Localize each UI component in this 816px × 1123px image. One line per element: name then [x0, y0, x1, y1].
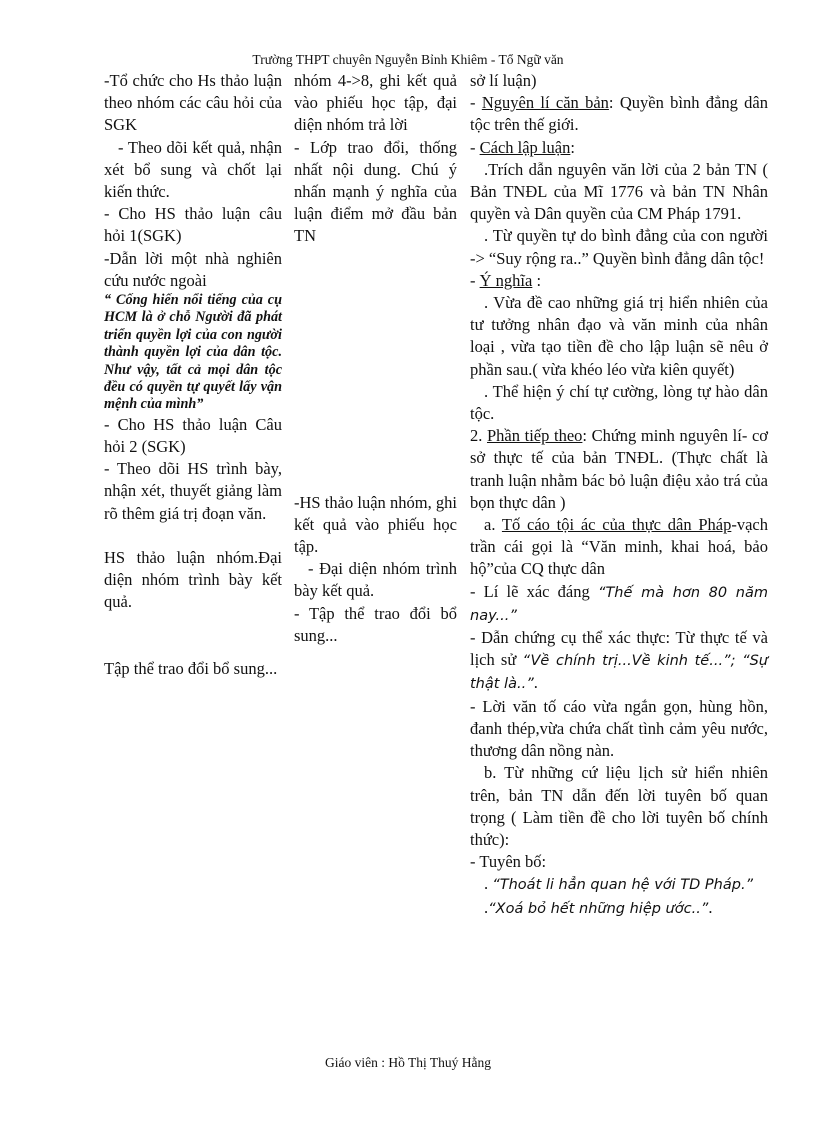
- c2-group-work: nhóm 4->8, ghi kết quả vào phiếu học tập, đại diện nhóm trả lời: [294, 71, 457, 135]
- c3-declaration: - Tuyên bố:: [470, 852, 547, 872]
- c1-question-1: - Cho HS thảo luận câu hỏi 1(SGK): [104, 204, 282, 246]
- c3-argument-2: . Từ quyền tự do bình đẳng của con người -> “Suy rộng ra..” Quyền bình đẳng dân tộc!: [470, 226, 768, 268]
- page-header: Trường THPT chuyên Nguyễn Bỉnh Khiêm - Tổ Ngữ văn: [252, 52, 564, 67]
- c3-argument-1: .Trích dẫn nguyên văn lời của 2 bản TN ( Bản TNĐL của Mĩ 1776 và bản TN Nhân quyền và Dân quyền của CM Pháp 1791.: [470, 159, 768, 224]
- c2-class-exchange: - Lớp trao đổi, thống nhất nội dung. Chú ý nhấn mạnh ý nghĩa của luận điểm mở đầu bản TN: [294, 137, 457, 246]
- c3-significance: - Ý nghĩa :: [470, 270, 542, 290]
- c1-researcher-quote-intro: -Dẫn lời một nhà nghiên cứu nước ngoài: [104, 248, 282, 290]
- student-activity-column: [294, 70, 457, 647]
- c3-argument-method: - Cách lập luận:: [470, 137, 575, 157]
- c3-basic-principle: - Nguyên lí căn bản: Quyền bình đẳng dân tộc trên thế giới.: [470, 93, 768, 135]
- c3-reasoning: - Lí lẽ xác đáng “Thế mà hơn 80 năm nay...”: [470, 581, 768, 624]
- c1-whole-class-exchange: Tập thể trao đổi bổ sung...: [104, 658, 278, 678]
- c1-group-discussion: HS thảo luận nhóm.Đại diện nhóm trình bày kết quả.: [104, 547, 282, 612]
- c2-group-presentation: - Đại diện nhóm trình bày kết quả.: [294, 559, 457, 601]
- c3-declaration-1: . “Thoát li hẳn quan hệ với TD Pháp.”: [484, 874, 754, 894]
- content-column: [470, 70, 768, 920]
- c2-group-discussion: -HS thảo luận nhóm, ghi kết quả vào phiếu học tập.: [294, 492, 457, 557]
- c3-significance-1: . Vừa đề cao những giá trị hiển nhiên của tư tưởng nhân đạo và văn minh của nhân loại , vừa tạo tiền đề cho lập luận sẽ nêu ở phần sau.( vừa khéo léo vừa kiên quyết): [470, 293, 768, 379]
- teacher-activity-column: [104, 70, 282, 680]
- c3-declaration-2: .“Xoá bỏ hết những hiệp ước..”.: [484, 897, 713, 917]
- c3-evidence: - Dẫn chứng cụ thể xác thực: Từ thực tế và lịch sử “Về chính trị...Về kinh tế...”; “Sự thật là..”.: [470, 628, 769, 693]
- c3-section-2a: a. Tố cáo tội ác của thực dân Pháp-vạch trần cái gọi là “Văn minh, khai hoá, bảo hộ”của CQ thực dân: [470, 515, 768, 579]
- c1-organize-discussion: -Tổ chức cho Hs thảo luận theo nhóm các câu hỏi của SGK: [104, 71, 282, 135]
- c1-follow-presentation: - Theo dõi HS trình bày, nhận xét, thuyết giảng làm rõ thêm giá trị đoạn văn.: [104, 459, 282, 523]
- c3-section-2: 2. Phần tiếp theo: Chứng minh nguyên lí- cơ sở thực tế của bản TNĐL. (Thực chất là tranh luận nhằm bác bỏ luận điệu xảo trá của bọn thực dân ): [470, 426, 768, 512]
- c2-whole-class-exchange: - Tập thể trao đổi bổ sung...: [294, 603, 457, 645]
- c1-follow-results: - Theo dõi kết quả, nhận xét bổ sung và chốt lại kiến thức.: [104, 137, 282, 202]
- c1-question-2: - Cho HS thảo luận Câu hỏi 2 (SGK): [104, 414, 282, 457]
- c1-researcher-quote: “ Cống hiến nổi tiếng của cụ HCM là ở chỗ Người đã phát triển quyền lợi của con người thành quyền lợi của dân tộc. Như vậy, tất cả mọi dân tộc đều có quyền tự quyết lấy vận mệnh của mình”: [104, 292, 282, 413]
- c3-significance-2: . Thể hiện ý chí tự cường, lòng tự hào dân tộc.: [470, 381, 768, 424]
- c3-section-2b: b. Từ những cứ liệu lịch sử hiển nhiên trên, bản TN dẫn đến lời tuyên bố quan trọng ( Làm tiền đề cho lời tuyên bố chính thức):: [470, 763, 768, 849]
- c3-writing-style: - Lời văn tố cáo vừa ngắn gọn, hùng hồn, đanh thép,vừa chứa chất tình cảm yêu nước, thương dân nồng nàn.: [470, 696, 768, 761]
- page-footer: Giáo viên : Hồ Thị Thuý Hằng: [325, 1055, 491, 1070]
- c3-line-1: sở lí luận): [470, 71, 537, 90]
